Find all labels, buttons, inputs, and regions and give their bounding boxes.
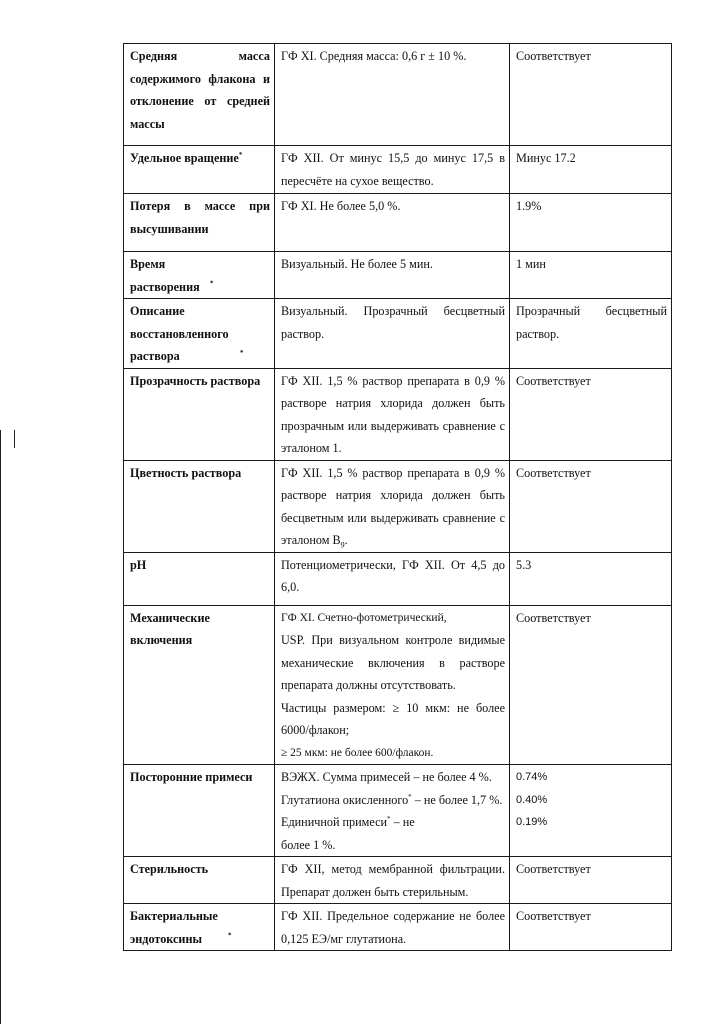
- result-line: 0.19%: [516, 816, 548, 828]
- method-cell: [275, 904, 510, 951]
- param-cell: [124, 552, 275, 605]
- param-cell: [124, 194, 275, 252]
- left-margin-line: [0, 430, 1, 1024]
- param-cell: [124, 44, 275, 146]
- param-cell: [124, 904, 275, 951]
- result-cell: [510, 857, 672, 904]
- result-text: Соответствует: [516, 49, 591, 63]
- footnote-mark: *: [210, 279, 214, 288]
- method-cell: [275, 299, 510, 369]
- footnote-mark: *: [238, 150, 243, 159]
- impurity-limit: – не более 1,7 %.: [414, 792, 503, 807]
- result-cell: [510, 460, 672, 552]
- method-line: [281, 811, 505, 834]
- param-cell: [124, 146, 275, 194]
- method-cell: [275, 552, 510, 605]
- param-label: Бактериальные эндотоксины: [130, 909, 218, 946]
- result-cell: [510, 765, 672, 857]
- result-text: 5.3: [516, 557, 532, 572]
- method-text: ГФ XII, метод мембранной фильтрации. Препарат должен быть стерильным.: [281, 862, 505, 899]
- method-text: Потенциометрически, ГФ XII. От 4,5 до 6,0.: [281, 557, 505, 594]
- result-line: 0.40%: [516, 793, 548, 806]
- method-cell: [275, 368, 510, 460]
- param-cell: [124, 368, 275, 460]
- table-row: [124, 552, 672, 605]
- table-row: [124, 605, 672, 765]
- impurity-name: Единичной примеси: [281, 815, 388, 829]
- method-cell: [275, 605, 510, 765]
- result-text: 1 мин: [516, 257, 546, 271]
- param-label: Цветность раствора: [130, 465, 242, 480]
- method-cell: [275, 44, 510, 146]
- method-text: Визуальный. Прозрачный бесцветный раствор.: [281, 304, 505, 341]
- param-label: Механические включения: [130, 610, 210, 647]
- table-row: [124, 765, 672, 857]
- result-text: 1.9%: [516, 199, 542, 213]
- param-label: Стерильность: [130, 862, 209, 876]
- footnote-mark: *: [240, 348, 244, 357]
- table-row: [124, 460, 672, 552]
- method-text: ГФ XI. Не более 5,0 %.: [281, 199, 401, 213]
- table-row: [124, 146, 672, 194]
- param-cell: [124, 252, 275, 299]
- method-text: ГФ XII. 1,5 % раствор препарата в 0,9 % растворе натрия хлорида должен быть бесцветным или выдерживать сравнение с эталоном B: [281, 465, 505, 547]
- method-line: Частицы размером: ≥ 10 мкм: не более 6000/флакон;: [281, 700, 505, 737]
- result-cell: [510, 299, 672, 369]
- param-cell: [124, 460, 275, 552]
- param-label: Время растворения: [130, 257, 200, 294]
- param-cell: [124, 605, 275, 765]
- result-text: Соответствует: [516, 465, 591, 480]
- table-row: [124, 252, 672, 299]
- result-text: Соответствует: [516, 909, 591, 923]
- param-cell: [124, 857, 275, 904]
- method-text-end: .: [344, 533, 348, 547]
- result-cell: [510, 44, 672, 146]
- param-label: Удельное вращение: [130, 151, 239, 165]
- result-text: Минус 17.2: [516, 151, 576, 165]
- method-cell: [275, 252, 510, 299]
- impurity-limit: – не: [393, 815, 415, 829]
- method-line: ГФ XI. Счетно-фотометрический,: [281, 611, 447, 624]
- method-cell: [275, 857, 510, 904]
- param-label: Описание восстановленного раствора: [130, 304, 229, 363]
- top-margin-line: [14, 430, 15, 448]
- table-row: [124, 904, 672, 951]
- method-text: ГФ XII. От минус 15,5 до минус 17,5 в пересчёте на сухое вещество.: [281, 151, 505, 188]
- param-cell: [124, 299, 275, 369]
- result-cell: [510, 904, 672, 951]
- param-label: Посторонние примеси: [130, 770, 253, 784]
- footnote-mark: *: [408, 792, 412, 801]
- method-line: ВЭЖХ. Сумма примесей – не более 4 %.: [281, 770, 492, 784]
- param-label: Средняя масса содержимого флакона и отклонение от средней массы: [130, 49, 270, 131]
- result-text: Соответствует: [516, 610, 591, 625]
- method-line: ≥ 25 мкм: не более 600/флакон.: [281, 746, 434, 759]
- table-row: [124, 368, 672, 460]
- table-row: [124, 44, 672, 146]
- method-text: ГФ XI. Средняя масса: 0,6 г ± 10 %.: [281, 49, 467, 63]
- method-cell: [275, 194, 510, 252]
- result-cell: [510, 605, 672, 765]
- method-cell: [275, 460, 510, 552]
- method-line: [281, 789, 505, 812]
- param-label: pH: [130, 557, 147, 572]
- result-line: 0.74%: [516, 771, 548, 783]
- footnote-mark: *: [228, 931, 232, 940]
- impurity-name: Глутатиона окисленного: [281, 792, 409, 807]
- table-row: [124, 857, 672, 904]
- param-cell: [124, 765, 275, 857]
- method-text: ГФ XII. Предельное содержание не более 0,125 ЕЭ/мг глутатиона.: [281, 909, 505, 946]
- result-cell: [510, 368, 672, 460]
- footnote-mark: *: [387, 814, 391, 823]
- subscript: 9: [340, 540, 345, 550]
- param-label: Прозрачность раствора: [130, 373, 261, 388]
- method-text: Визуальный. Не более 5 мин.: [281, 257, 433, 271]
- method-cell: [275, 146, 510, 194]
- table-row: [124, 299, 672, 369]
- param-label: Потеря в массе при высушивании: [130, 199, 270, 236]
- method-cell: [275, 765, 510, 857]
- table-row: [124, 194, 672, 252]
- method-line: USP. При визуальном контроле видимые механические включения в растворе препарата должны отсутствовать.: [281, 633, 505, 692]
- specification-table: [123, 43, 672, 951]
- method-line: более 1 %.: [281, 837, 336, 852]
- result-text: Соответствует: [516, 373, 591, 388]
- result-cell: [510, 194, 672, 252]
- result-text: Прозрачный бесцветный раствор.: [516, 304, 667, 341]
- method-text: ГФ XII. 1,5 % раствор препарата в 0,9 % растворе натрия хлорида должен быть прозрачным или выдерживать сравнение с эталоном 1.: [281, 373, 505, 455]
- result-cell: [510, 252, 672, 299]
- result-cell: [510, 552, 672, 605]
- result-text: Соответствует: [516, 862, 591, 876]
- result-cell: [510, 146, 672, 194]
